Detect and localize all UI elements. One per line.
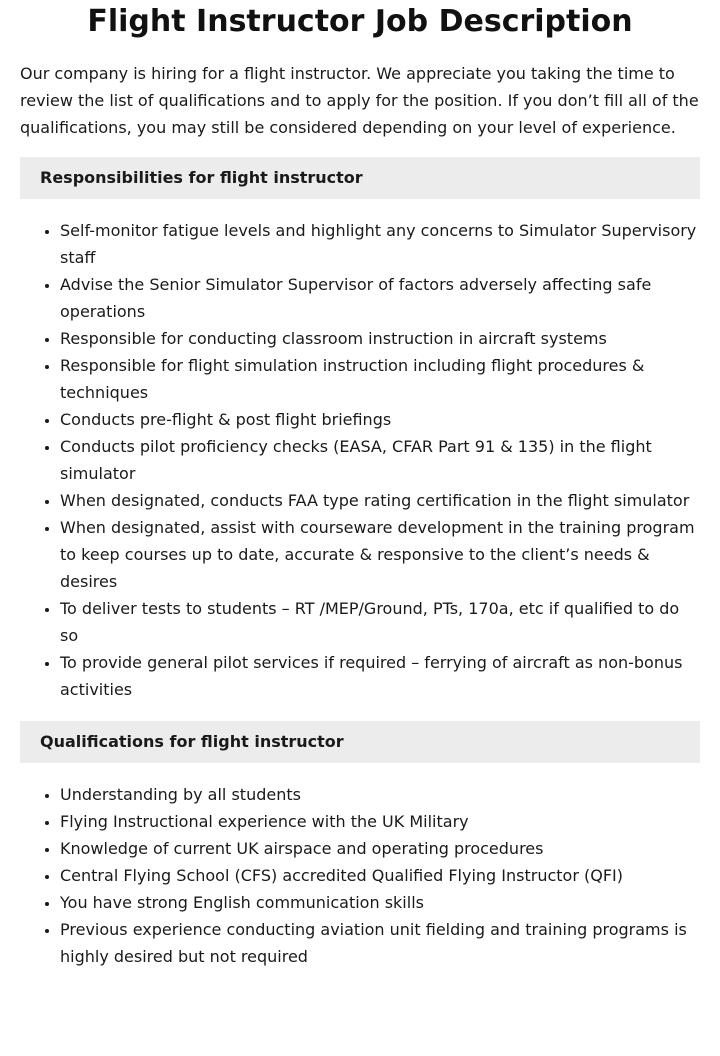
list-item: • When designated, conducts FAA type rating certification in the flight simulator	[60, 487, 700, 514]
list-item: • Conducts pre-flight & post flight briefings	[60, 406, 700, 433]
list-item: • To provide general pilot services if required – ferrying of aircraft as non-bonus activities	[60, 649, 700, 703]
list-item: • You have strong English communication skills	[60, 889, 700, 916]
qualifications-list	[20, 781, 700, 970]
list-item: • Conducts pilot proficiency checks (EASA, CFAR Part 91 & 135) in the flight simulator	[60, 433, 700, 487]
intro-paragraph: Our company is hiring for a flight instructor. We appreciate you taking the time to review the list of qualifications and to apply for the position. If you don’t fill all of the qualifications, you may still be considered depending on your level of experience.	[20, 64, 699, 137]
list-item: • Understanding by all students	[60, 781, 700, 808]
list-item: • Flying Instructional experience with the UK Military	[60, 808, 700, 835]
qualifications-heading: Qualifications for flight instructor	[20, 721, 700, 763]
list-item: • To deliver tests to students – RT /MEP/Ground, PTs, 170a, etc if qualified to do so	[60, 595, 700, 649]
list-item: • Knowledge of current UK airspace and operating procedures	[60, 835, 700, 862]
responsibilities-heading: Responsibilities for flight instructor	[20, 157, 700, 199]
list-item: • Advise the Senior Simulator Supervisor of factors adversely affecting safe operations	[60, 271, 700, 325]
list-item: • Self-monitor fatigue levels and highlight any concerns to Simulator Supervisory staff	[60, 217, 700, 271]
page-title: Flight Instructor Job Description	[87, 4, 633, 39]
responsibilities-list	[20, 217, 700, 703]
list-item: • Central Flying School (CFS) accredited Qualified Flying Instructor (QFI)	[60, 862, 700, 889]
list-item: • Responsible for conducting classroom instruction in aircraft systems	[60, 325, 700, 352]
list-item: • When designated, assist with courseware development in the training program to keep courses up to date, accurate & responsive to the client’s needs & desires	[60, 514, 700, 595]
list-item: • Previous experience conducting aviation unit fielding and training programs is highly desired but not required	[60, 916, 700, 970]
list-item: • Responsible for flight simulation instruction including flight procedures & techniques	[60, 352, 700, 406]
